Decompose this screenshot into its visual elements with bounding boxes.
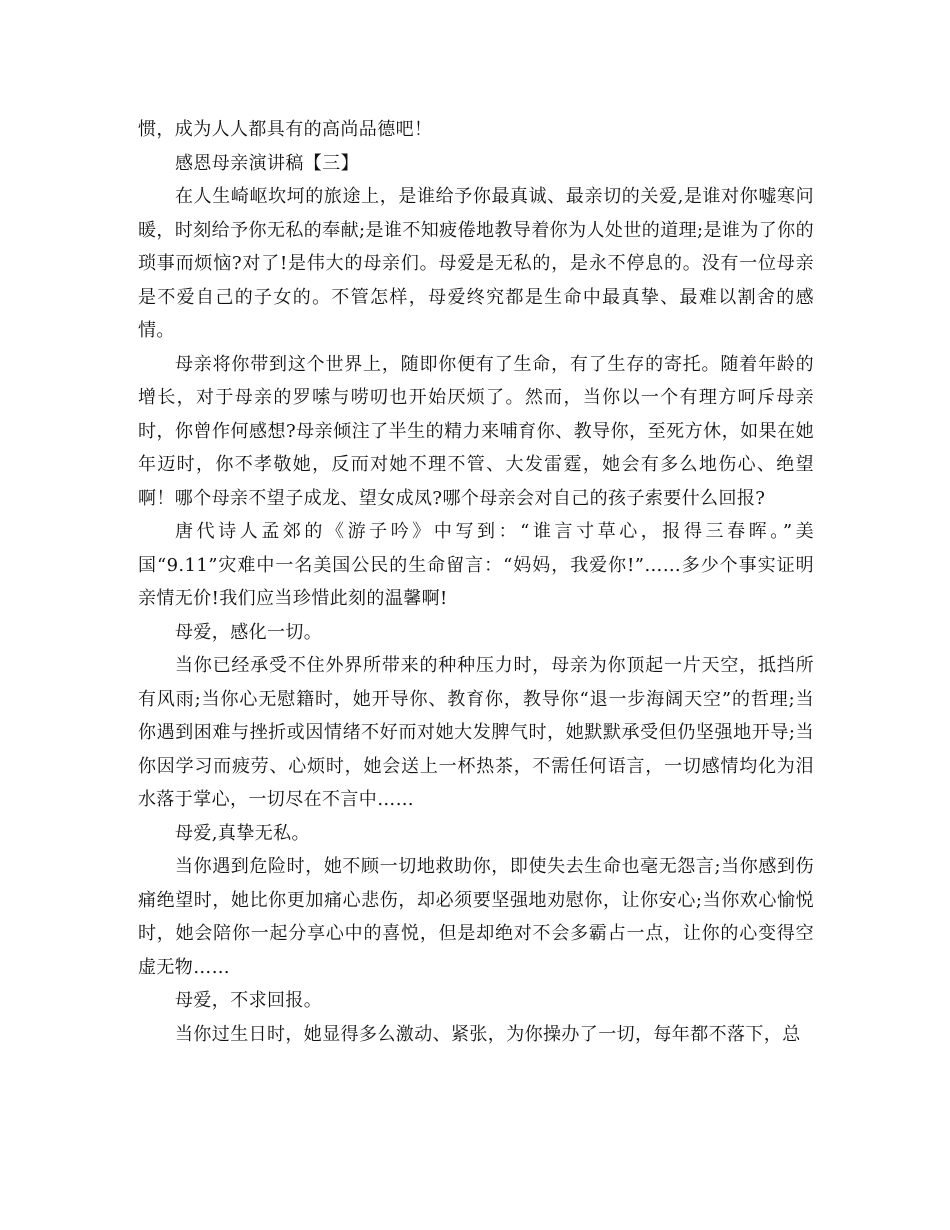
- paragraph: 当你已经承受不住外界所带来的种种压力时，母亲为你顶起一片天空，抵挡所有风雨;当你心无慰籍时，她开导你、教育你，教导你“退一步海阔天空”的哲理;当你遇到困难与挫折或因情绪不好而对她大发脾气时，她默默承受但仍坚强地开导;当你因学习而疲劳、心烦时，她会送上一杯热茶，不需任何语言，一切感情均化为泪水落于掌心，一切尽在不言中……: [138, 655, 814, 810]
- section-heading: 感恩母亲演讲稿【三】: [175, 152, 359, 174]
- paragraph-subheading: 母爱，不求回报。: [175, 990, 323, 1011]
- paragraph: 当你遇到危险时，她不顾一切地救助你，即使失去生命也毫无怨言;当你感到伤痛绝望时，她比你更加痛心悲伤，却必须要坚强地劝慰你，让你安心;当你欢心愉悦时，她会陪你一起分享心中的喜悦，但是却绝对不会多霸占一点，让你的心变得空虚无物……: [138, 856, 814, 978]
- paragraph-continuation: 惯，成为人人都具有的高尚品德吧！: [138, 119, 433, 140]
- paragraph-subheading: 母爱，感化一切。: [175, 621, 323, 643]
- paragraph: 母亲将你带到这个世界上，随即你便有了生命，有了生存的寄托。随着年龄的增长，对于母亲的罗嗦与唠叨也开始厌烦了。然而，当你以一个有理方呵斥母亲时，你曾作何感想?母亲倾注了半生的精力来哺育你、教导你，至死方休，如果在她年迈时，你不孝敬她，反而对她不理不管、大发雷霆，她会有多么地伤心、绝望啊！哪个母亲不望子成龙、望女成凤?哪个母亲会对自己的孩子索要什么回报?: [138, 353, 814, 509]
- paragraph: 在人生崎岖坎坷的旅途上，是谁给予你最真诚、最亲切的关爱,是谁对你嘘寒问暖，时刻给予你无私的奉献;是谁不知疲倦地教导着你为人处世的道理;是谁为了你的琐事而烦恼?对了!是伟大的母亲们。母爱是无私的，是永不停息的。没有一位母亲是不爱自己的子女的。不管怎样，母爱终究都是生命中最真挚、最难以割舍的感情。: [138, 186, 814, 341]
- paragraph: 唐代诗人孟郊的《游子吟》中写到：“谁言寸草心，报得三春晖。”美国“9.11”灾难中一名美国公民的生命留言：“妈妈，我爱你!”……多少个事实证明亲情无价!我们应当珍惜此刻的温馨啊!: [138, 521, 814, 609]
- document-body: [138, 113, 814, 1051]
- paragraph-subheading: 母爱,真挚无私。: [175, 822, 310, 844]
- paragraph: 当你过生日时，她显得多么激动、紧张，为你操办了一切，每年都不落下，总: [175, 1023, 801, 1045]
